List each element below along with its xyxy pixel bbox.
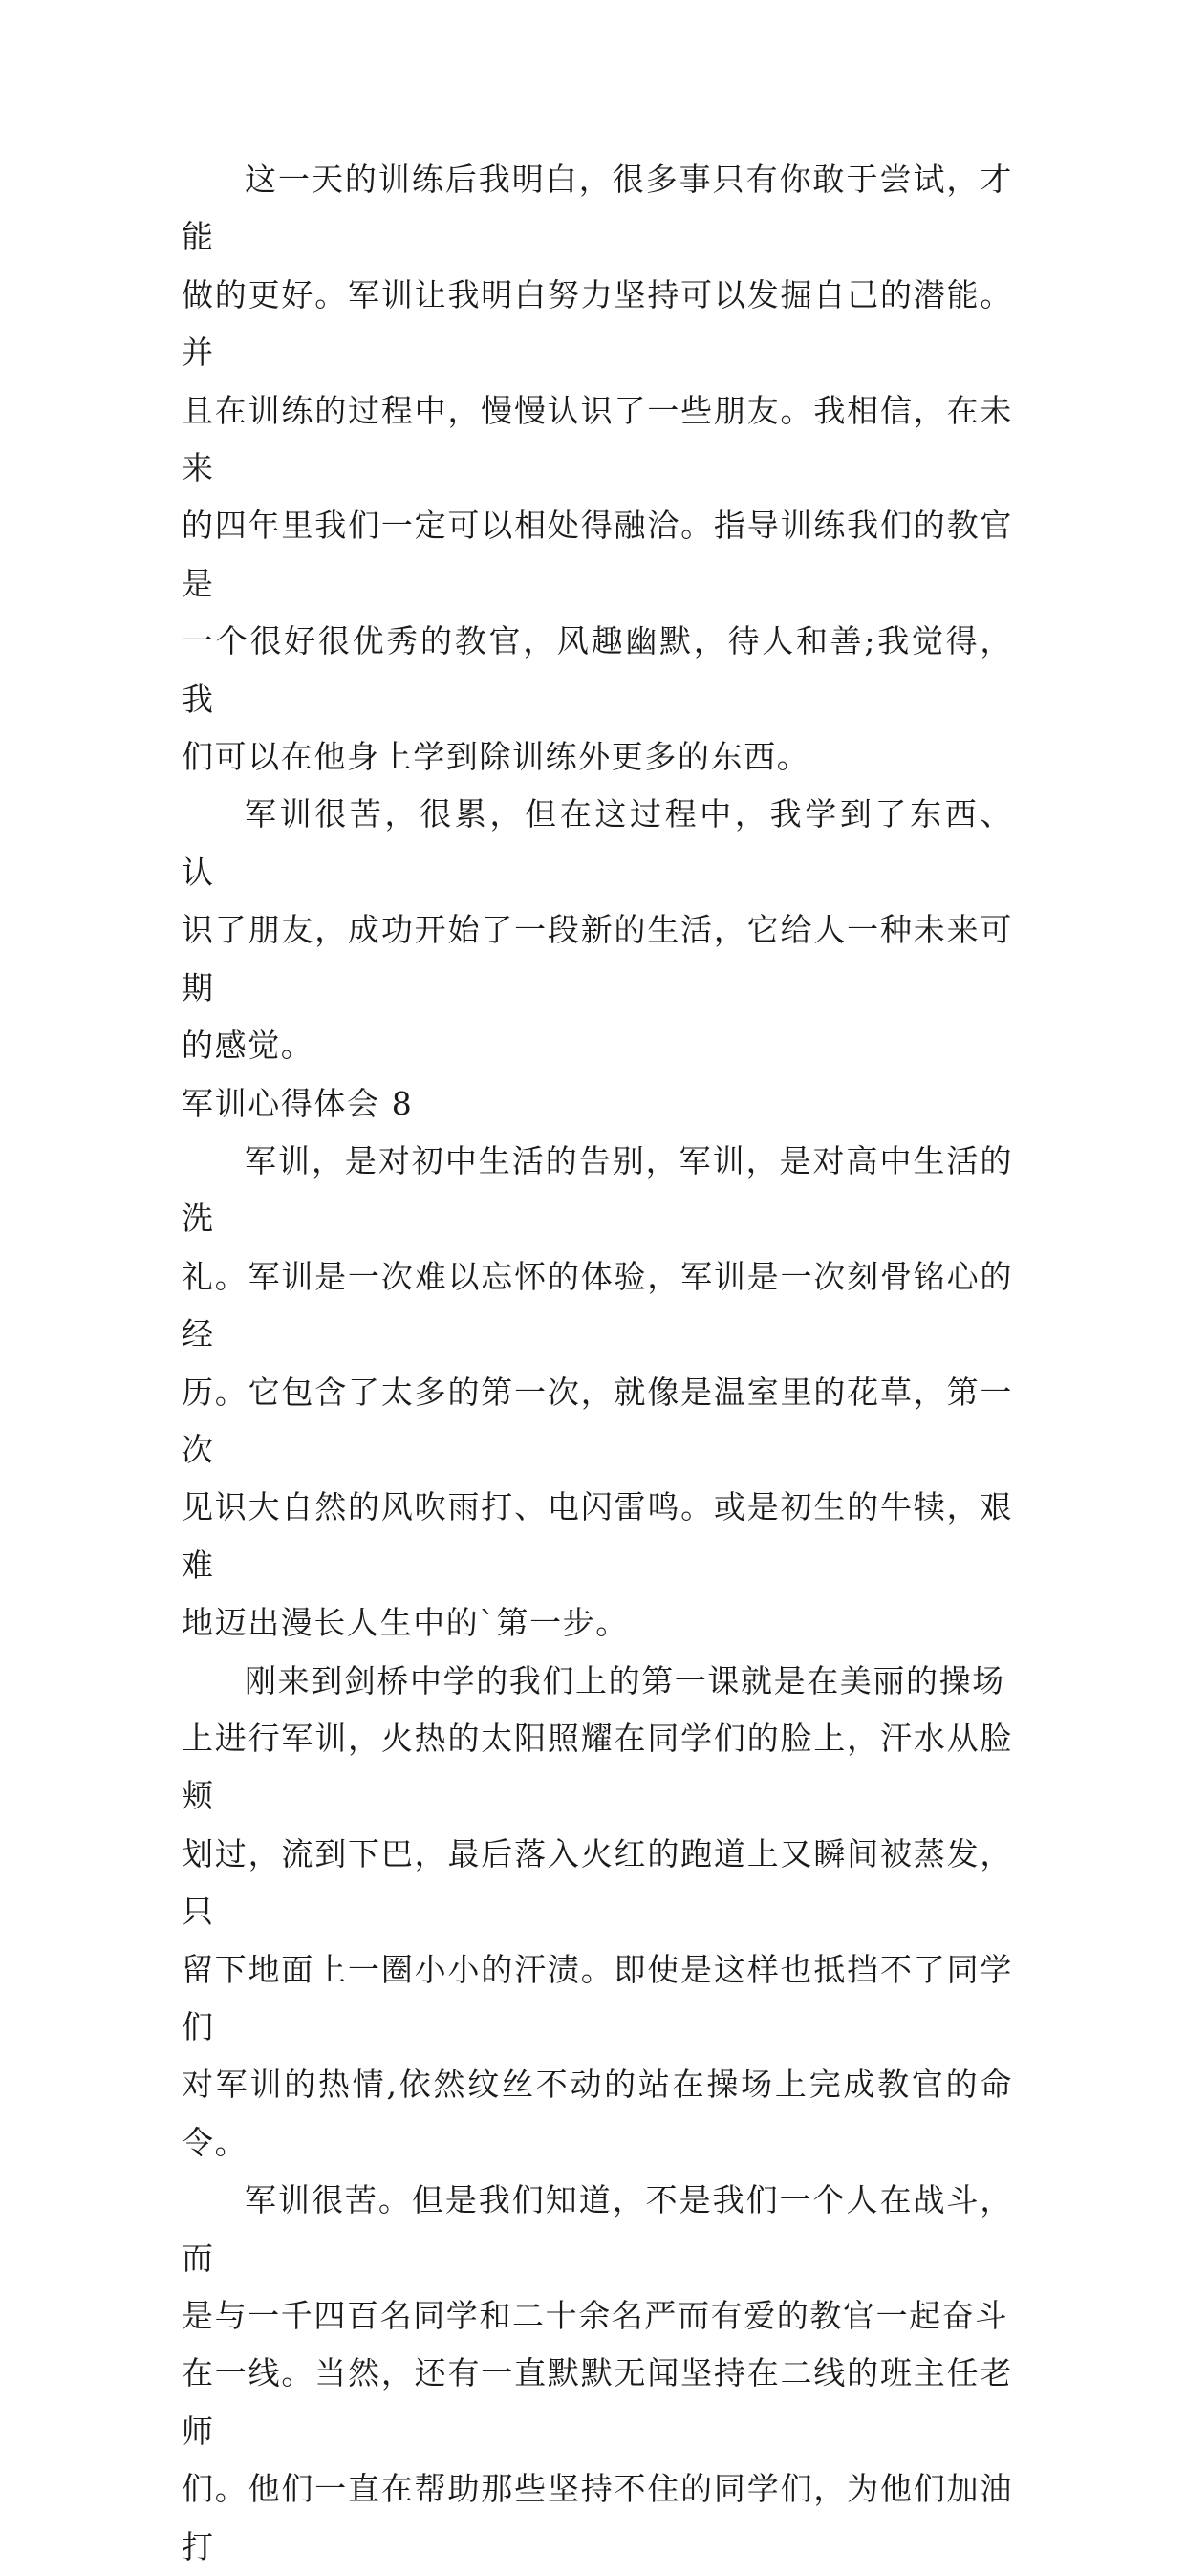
paragraph-training-reflection: 这一天的训练后我明白，很多事只有你敢于尝试，才能 做的更好。军训让我明白努力坚持可以发掘自己的潜能。并 且在训练的过程中，慢慢认识了一些朋友。我相信，在未来 的四年里我们一定可以相处得融洽。指导训练我们的教官是 一个很好很优秀的教官，风趣幽默，待人和善;我觉得，我 们可以在他身上学到除训练外更多的东西。 — [182, 161, 1013, 776]
section-heading: 军训心得体会 8 — [182, 1084, 414, 1122]
paragraph-not-alone: 军训很苦。但是我们知道，不是我们一个人在战斗，而 是与一千四百名同学和二十余名严而有爱的教官一起奋斗 在一线。当然，还有一直默默无闻坚持在二线的班主任老师 们。他们一直在帮助那些坚持不住的同学们，为他们加油打 — [182, 2181, 1013, 2565]
paragraph-training-hardship: 军训很苦，很累，但在这过程中，我学到了东西、 认 识了朋友，成功开始了一段新的生活，它给人一种未来可期 的感觉。 — [182, 795, 1013, 1065]
paragraph-farewell-junior-high: 军训，是对初中生活的告别，军训，是对高中生活的洗 礼。军训是一次难以忘怀的体验，军训是一次刻骨铭心的经 历。它包含了太多的第一次，就像是温室里的花草，第一次 见识大自然的风吹雨打、电闪雷鸣。或是初生的牛犊，艰难 地迈出漫长人生中的`第一步。 — [182, 1141, 1013, 1642]
document-body — [182, 151, 1013, 2576]
paragraph-first-lesson: 刚来到剑桥中学的我们上的第一课就是在美丽的操场 上进行军训，火热的太阳照耀在同学们的脸上，汗水从脸颊 划过，流到下巴，最后落入火红的跑道上又瞬间被蒸发，只 留下地面上一圈小小的汗渍。即使是这样也抵挡不了同学们 对军训的热情,依然纹丝不动的站在操场上完成教官的命令。 — [182, 1661, 1013, 2161]
